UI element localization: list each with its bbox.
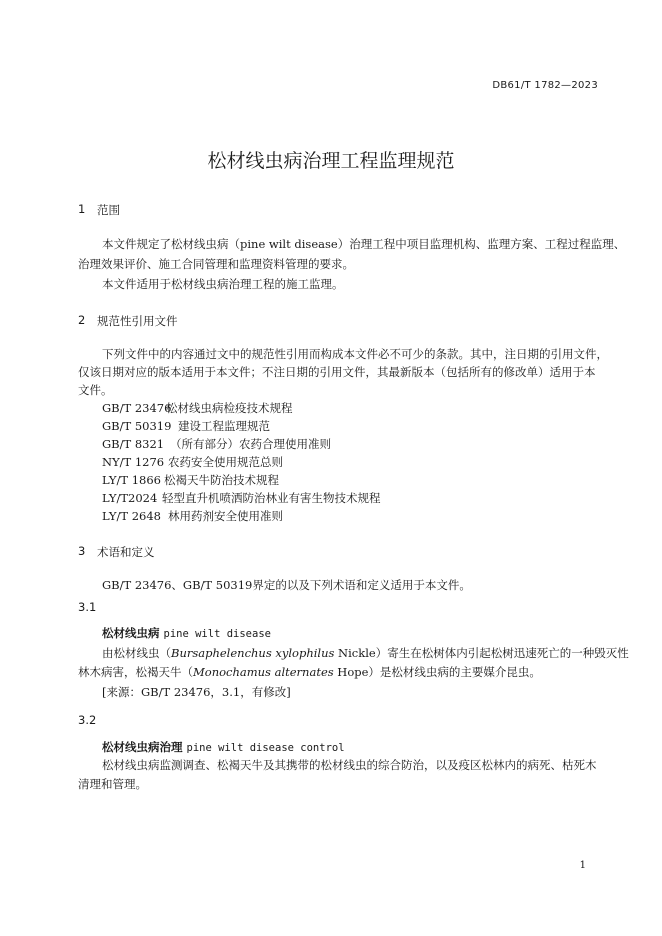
term-3-2-heading [102,739,345,755]
reference-code: LY/T 2648 [102,509,161,523]
document-code: DB61/T 1782—2023 [492,80,598,91]
reference-title: 建设工程监理规范 [178,419,270,433]
reference-item [102,454,283,470]
term-3-2-definition-line2: 清理和管理。 [78,777,147,791]
reference-item [102,472,279,488]
reference-code: LY/T2024 [102,491,158,505]
section-1-para2: 本文件适用于松材线虫病治理工程的施工监理。 [102,277,344,291]
term-3-1-definition-line1 [102,645,629,661]
section-3-intro: GB/T 23476、GB/T 50319界定的以及下列术语和定义适用于本文件。 [102,578,471,592]
definition-text: 由松材线虫（ [102,646,171,660]
section-1-para1-line2: 治理效果评价、施工合同管理和监理资料管理的要求。 [78,257,354,271]
term-3-2-chinese: 松材线虫病治理 [102,740,183,754]
reference-code: GB/T 8321 [102,437,165,451]
section-2-para-line3: 文件。 [78,383,113,397]
term-3-1-definition-line2 [78,664,541,680]
section-2-para-line2: 仅该日期对应的版本适用于本文件；不注日期的引用文件，其最新版本（包括所有的修改单）适用于本 [78,365,596,379]
reference-item [102,400,293,416]
reference-item [102,490,381,506]
reference-code: LY/T 1866 [102,473,161,487]
section-1-para1-line1: 本文件规定了松材线虫病（pine wilt disease）治理工程中项目监理机构、监理方案、工程过程监理、 [102,237,626,251]
term-3-1-source: [来源：GB/T 23476，3.1，有修改] [102,685,291,699]
term-3-1-chinese: 松材线虫病 [102,626,160,640]
section-2-para-line1: 下列文件中的内容通过文中的规范性引用而构成本文件必不可少的条款。其中，注日期的引用文件， [102,347,608,361]
species-name: Monochamus alternates [193,665,334,679]
section-1-number: 1 [78,202,86,216]
reference-code: NY/T 1276 [102,455,165,469]
term-3-1-english: pine wilt disease [163,628,271,640]
page-number: 1 [579,860,586,871]
reference-title: 农药安全使用规范总则 [168,455,283,469]
clause-3-1-number: 3.1 [78,600,97,614]
reference-title: 轻型直升机喷洒防治林业有害生物技术规程 [162,491,381,505]
reference-item [102,508,283,524]
document-title: 松材线虫病治理工程监理规范 [207,150,455,172]
section-3-title: 术语和定义 [97,545,155,559]
reference-item [102,418,270,434]
reference-title: 松材线虫病检疫技术规程 [166,401,293,415]
reference-title: 林用药剂安全使用准则 [168,509,283,523]
clause-3-2-number: 3.2 [78,713,97,727]
section-3-number: 3 [78,544,86,558]
section-1-title: 范围 [97,203,120,217]
section-2-number: 2 [78,313,86,327]
term-3-2-definition-line1: 松材线虫病监测调查、松褐天牛及其携带的松材线虫的综合防治，以及疫区松林内的病死、枯死木 [102,758,597,772]
species-name: Bursaphelenchus xylophilus [171,646,335,660]
reference-code: GB/T 23476 [102,401,172,415]
term-3-2-english: pine wilt disease control [186,742,345,754]
reference-code: GB/T 50319 [102,419,172,433]
reference-item [102,436,331,452]
reference-title: 松褐天牛防治技术规程 [164,473,279,487]
definition-text: Hope）是松材线虫病的主要媒介昆虫。 [333,665,541,679]
section-2-title: 规范性引用文件 [97,314,178,328]
definition-text: Nickle）寄生在松树体内引起松树迅速死亡的一种毁灭性 [334,646,629,660]
term-3-1-heading [102,625,271,641]
reference-title: （所有部分）农药合理使用准则 [170,437,331,451]
definition-text: 林木病害，松褐天牛（ [78,665,193,679]
